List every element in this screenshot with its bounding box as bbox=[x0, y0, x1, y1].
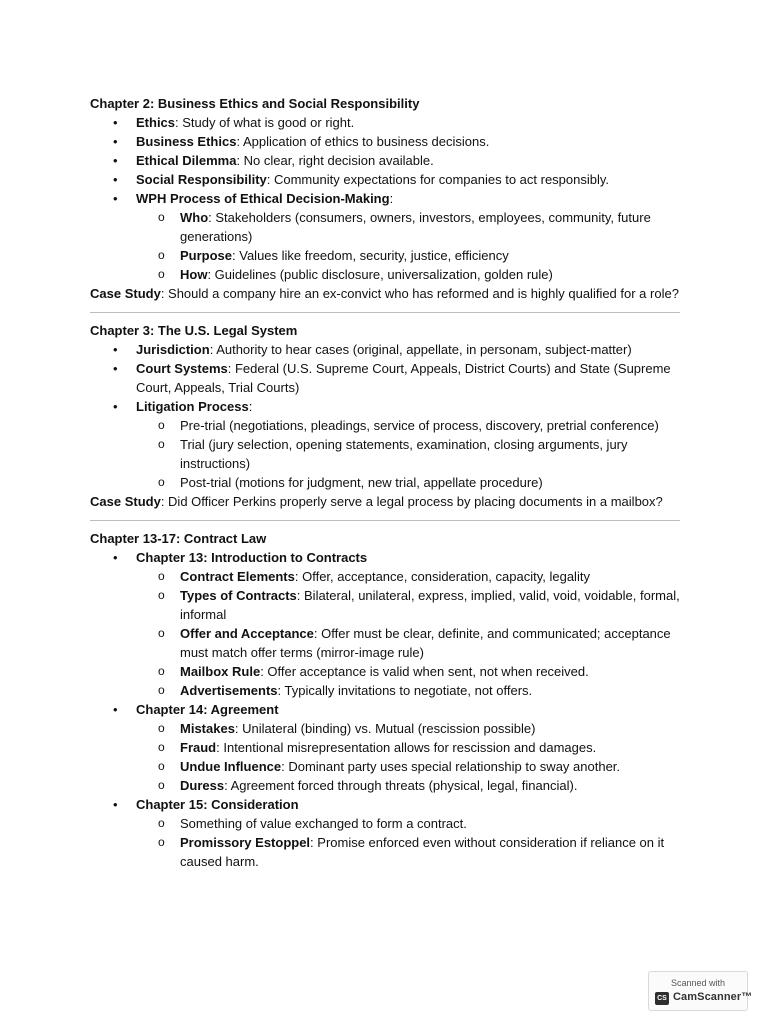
circle-bullet-icon: o bbox=[158, 835, 165, 849]
bullet-icon: • bbox=[113, 191, 118, 206]
bullet-icon: • bbox=[113, 550, 118, 565]
sub-list-item bbox=[90, 567, 680, 586]
bullet-icon: • bbox=[113, 702, 118, 717]
sub-list-item bbox=[90, 662, 680, 681]
bullet-icon: • bbox=[113, 399, 118, 414]
circle-bullet-icon: o bbox=[158, 588, 165, 602]
definition: : Authority to hear cases (original, appellate, in personam, subject-matter) bbox=[209, 342, 632, 357]
sub-list-item bbox=[90, 435, 680, 473]
term: Fraud bbox=[180, 740, 217, 755]
list-item bbox=[90, 170, 680, 189]
circle-bullet-icon: o bbox=[158, 626, 165, 640]
term: Mistakes bbox=[180, 721, 235, 736]
chapter-13-heading: Chapter 13: Introduction to Contracts bbox=[136, 550, 368, 565]
term: Social Responsibility bbox=[136, 172, 267, 187]
definition: : bbox=[389, 191, 394, 206]
sub-list-item bbox=[90, 757, 680, 776]
definition: : Guidelines (public disclosure, universalization, golden rule) bbox=[207, 267, 553, 282]
sub-list-item bbox=[90, 246, 680, 265]
sub-list-item bbox=[90, 624, 680, 662]
sub-list-item bbox=[90, 586, 680, 624]
term: Ethical Dilemma bbox=[136, 153, 237, 168]
circle-bullet-icon: o bbox=[158, 569, 165, 583]
list-item bbox=[90, 113, 680, 132]
definition: : Study of what is good or right. bbox=[175, 115, 355, 130]
list-item bbox=[90, 359, 680, 397]
list-item bbox=[90, 548, 680, 700]
bullet-icon: • bbox=[113, 153, 118, 168]
sub-list bbox=[136, 567, 680, 700]
definition: : Intentional misrepresentation allows for rescission and damages. bbox=[216, 740, 597, 755]
bullet-icon: • bbox=[113, 342, 118, 357]
term: Mailbox Rule bbox=[180, 664, 261, 679]
list-item bbox=[90, 397, 680, 492]
term: Duress bbox=[180, 778, 225, 793]
definition: : Community expectations for companies to act responsibly. bbox=[266, 172, 610, 187]
definition: Pre-trial (negotiations, pleadings, service of process, discovery, pretrial conference) bbox=[180, 418, 659, 433]
term: Jurisdiction bbox=[136, 342, 210, 357]
sub-list-item bbox=[90, 719, 680, 738]
chapter-3-heading: Chapter 3: The U.S. Legal System bbox=[90, 323, 298, 338]
definition: : Stakeholders (consumers, owners, investors, employees, community, future generations) bbox=[180, 210, 651, 244]
document-page bbox=[90, 94, 680, 871]
term: Offer and Acceptance bbox=[180, 626, 314, 641]
circle-bullet-icon: o bbox=[158, 816, 165, 830]
section-divider bbox=[90, 312, 680, 313]
case-study-label: Case Study bbox=[90, 286, 161, 301]
list-item bbox=[90, 795, 680, 871]
case-study bbox=[90, 284, 680, 303]
circle-bullet-icon: o bbox=[158, 437, 165, 451]
circle-bullet-icon: o bbox=[158, 267, 165, 281]
list-item bbox=[90, 189, 680, 284]
definition: : Application of ethics to business decisions. bbox=[236, 134, 490, 149]
term: Who bbox=[180, 210, 209, 225]
definition: : Agreement forced through threats (physical, legal, financial). bbox=[224, 778, 578, 793]
term: WPH Process of Ethical Decision-Making bbox=[136, 191, 390, 206]
term: Advertisements bbox=[180, 683, 278, 698]
definition: : Values like freedom, security, justice, efficiency bbox=[232, 248, 509, 263]
sub-list bbox=[136, 416, 680, 492]
definition: : Dominant party uses special relationship to sway another. bbox=[281, 759, 621, 774]
definition: : Promise enforced even without consideration if reliance on it caused harm. bbox=[180, 835, 665, 869]
bullet-icon: • bbox=[113, 115, 118, 130]
chapter-14-heading: Chapter 14: Agreement bbox=[136, 702, 279, 717]
case-study-text: : Should a company hire an ex-convict who has reformed and is highly qualified for a role? bbox=[160, 286, 679, 301]
list-item bbox=[90, 151, 680, 170]
watermark-caption: Scanned with bbox=[670, 978, 726, 988]
definition: : bbox=[248, 399, 253, 414]
case-study-label: Case Study bbox=[90, 494, 161, 509]
term: Promissory Estoppel bbox=[180, 835, 311, 850]
case-study bbox=[90, 492, 680, 511]
term: Ethics bbox=[136, 115, 176, 130]
bullet-icon: • bbox=[113, 361, 118, 376]
sub-list bbox=[136, 814, 680, 871]
definition: : Offer must be clear, definite, and communicated; acceptance must match offer terms (mirror-image rule) bbox=[180, 626, 671, 660]
circle-bullet-icon: o bbox=[158, 475, 165, 489]
chapter-15-heading: Chapter 15: Consideration bbox=[136, 797, 299, 812]
sub-list-item bbox=[90, 833, 680, 871]
definition: : No clear, right decision available. bbox=[236, 153, 434, 168]
circle-bullet-icon: o bbox=[158, 418, 165, 432]
definition: Something of value exchanged to form a contract. bbox=[180, 816, 467, 831]
sub-list-item bbox=[90, 208, 680, 246]
definition: Trial (jury selection, opening statements, examination, closing arguments, jury instructions) bbox=[180, 437, 628, 471]
chapter-2-heading: Chapter 2: Business Ethics and Social Responsibility bbox=[90, 96, 420, 111]
chapter-2-list bbox=[90, 113, 680, 284]
definition: : Federal (U.S. Supreme Court, Appeals, District Courts) and State (Supreme Court, Appeals, Trial Courts) bbox=[136, 361, 671, 395]
list-item bbox=[90, 700, 680, 795]
circle-bullet-icon: o bbox=[158, 683, 165, 697]
sub-list bbox=[136, 208, 680, 284]
circle-bullet-icon: o bbox=[158, 248, 165, 262]
bullet-icon: • bbox=[113, 797, 118, 812]
sub-list-item bbox=[90, 473, 680, 492]
case-study-text: : Did Officer Perkins properly serve a legal process by placing documents in a mailbox? bbox=[160, 494, 663, 509]
definition: : Offer, acceptance, consideration, capacity, legality bbox=[294, 569, 590, 584]
circle-bullet-icon: o bbox=[158, 664, 165, 678]
sub-list-item bbox=[90, 265, 680, 284]
sub-list-item bbox=[90, 681, 680, 700]
term: Purpose bbox=[180, 248, 233, 263]
term: Contract Elements bbox=[180, 569, 295, 584]
section-divider bbox=[90, 520, 680, 521]
term: Types of Contracts bbox=[180, 588, 297, 603]
list-item bbox=[90, 340, 680, 359]
circle-bullet-icon: o bbox=[158, 210, 165, 224]
sub-list-item bbox=[90, 776, 680, 795]
circle-bullet-icon: o bbox=[158, 721, 165, 735]
definition: : Unilateral (binding) vs. Mutual (rescission possible) bbox=[234, 721, 536, 736]
sub-list-item bbox=[90, 738, 680, 757]
term: Undue Influence bbox=[180, 759, 282, 774]
contract-law-list bbox=[90, 548, 680, 871]
definition: : Offer acceptance is valid when sent, not when received. bbox=[260, 664, 589, 679]
sub-list-item bbox=[90, 416, 680, 435]
camscanner-watermark bbox=[648, 971, 753, 1011]
chapter-3-list bbox=[90, 340, 680, 492]
list-item bbox=[90, 132, 680, 151]
camscanner-logo-icon: CS bbox=[655, 992, 669, 1005]
term: Business Ethics bbox=[136, 134, 237, 149]
circle-bullet-icon: o bbox=[158, 759, 165, 773]
bullet-icon: • bbox=[113, 172, 118, 187]
chapter-13-17-heading: Chapter 13-17: Contract Law bbox=[90, 531, 267, 546]
term: Court Systems bbox=[136, 361, 228, 376]
term: Litigation Process bbox=[136, 399, 249, 414]
circle-bullet-icon: o bbox=[158, 740, 165, 754]
sub-list bbox=[136, 719, 680, 795]
bullet-icon: • bbox=[113, 134, 118, 149]
sub-list-item bbox=[90, 814, 680, 833]
circle-bullet-icon: o bbox=[158, 778, 165, 792]
definition: : Typically invitations to negotiate, not offers. bbox=[277, 683, 533, 698]
term: How bbox=[180, 267, 208, 282]
watermark-brand: CamScanner™ bbox=[673, 991, 753, 1003]
definition: Post-trial (motions for judgment, new trial, appellate procedure) bbox=[180, 475, 543, 490]
definition: : Bilateral, unilateral, express, implied, valid, void, voidable, formal, informal bbox=[180, 588, 680, 622]
